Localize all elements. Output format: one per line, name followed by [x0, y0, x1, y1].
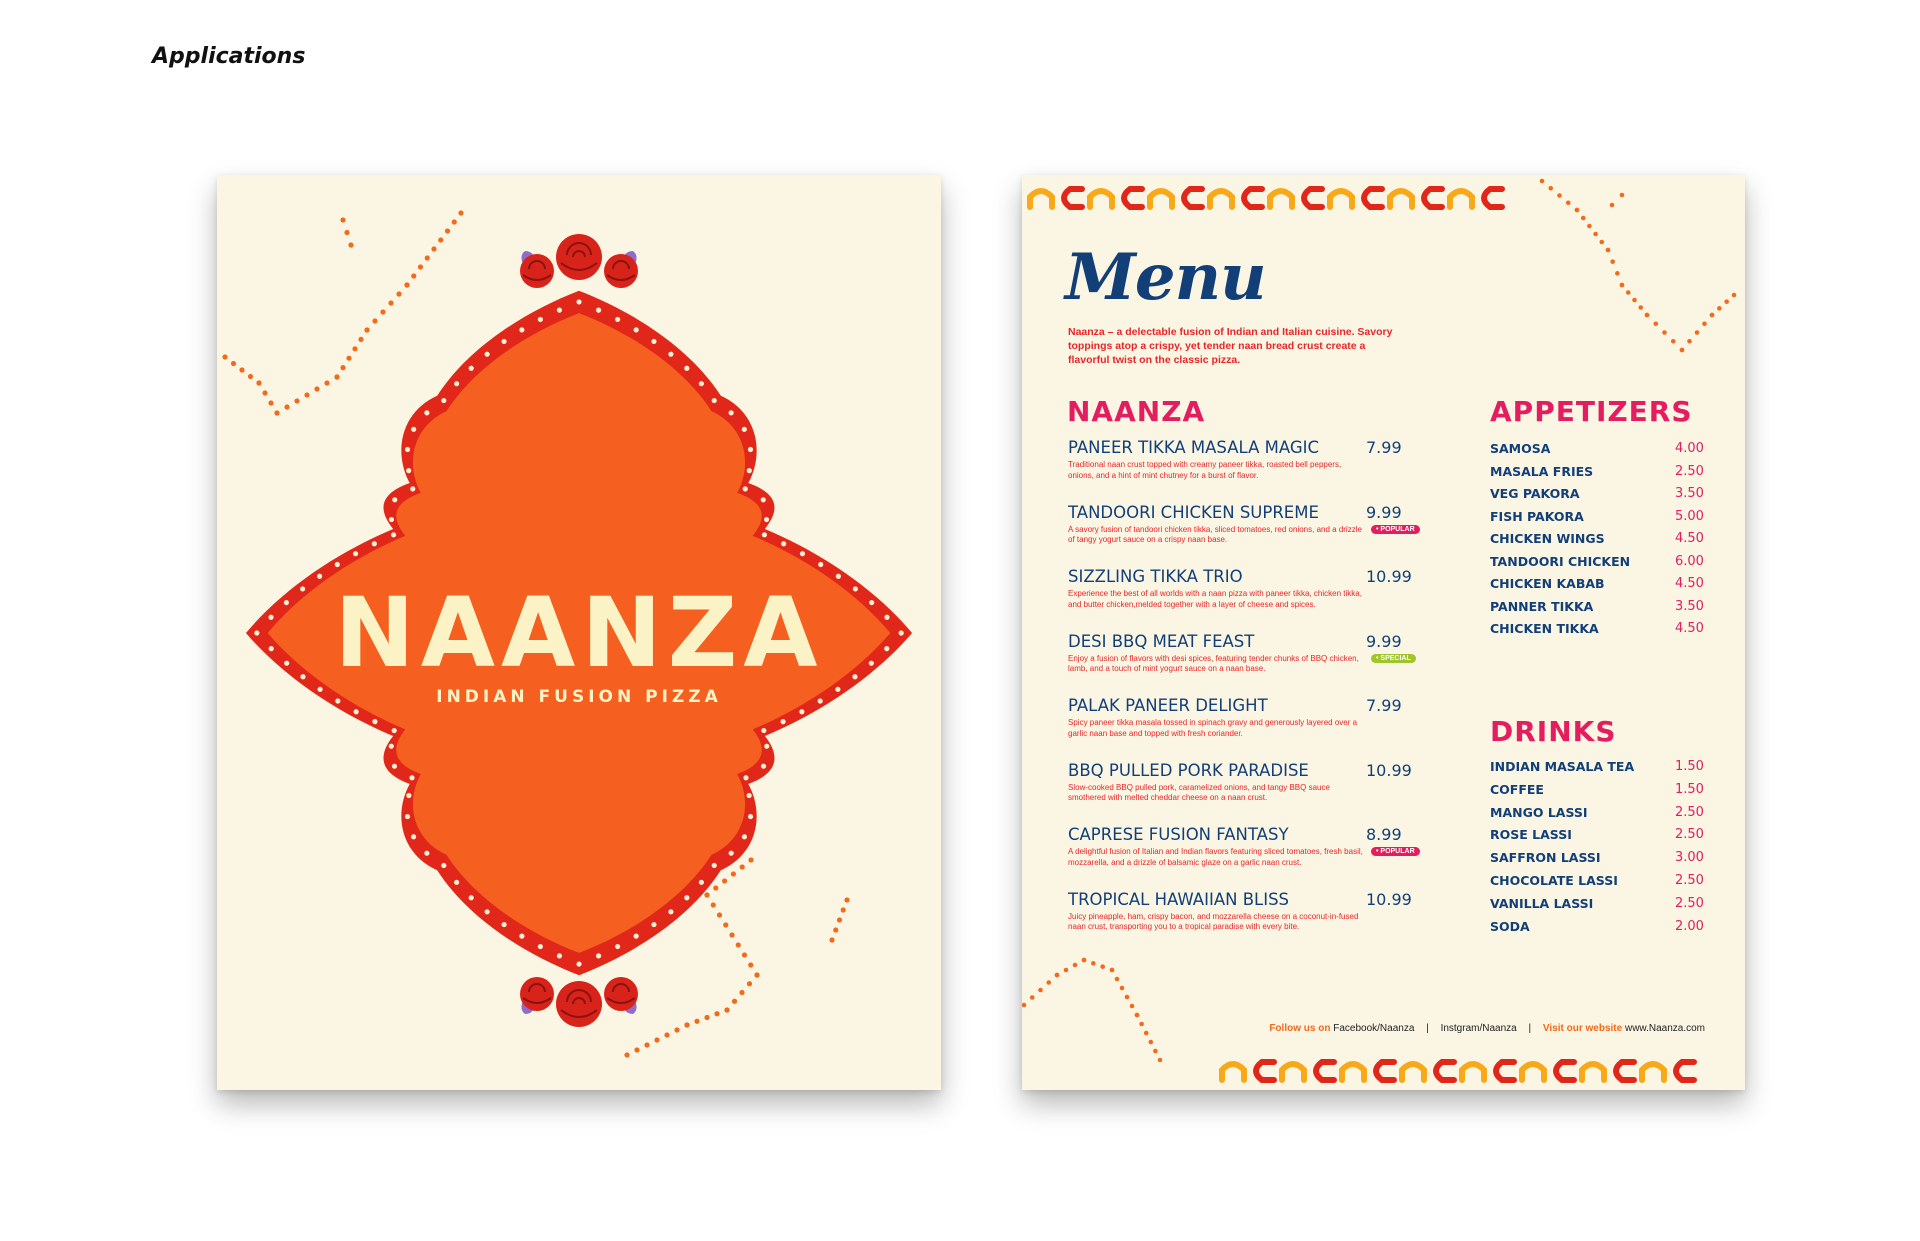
pizza-badge: • SPECIAL: [1371, 654, 1416, 663]
appetizer-item-price: 4.50: [1675, 621, 1704, 636]
appetizer-item-name: CHICKEN TIKKA: [1490, 621, 1599, 636]
appetizer-item-price: 4.50: [1675, 576, 1704, 591]
pizza-price: 10.99: [1366, 889, 1412, 909]
drink-item-price: 1.50: [1675, 781, 1704, 797]
pizza-price: 10.99: [1366, 567, 1412, 586]
appetizer-item: [1490, 441, 1705, 459]
appetizer-item-name: VEG PAKORA: [1490, 486, 1580, 501]
pizza-badge: • POPULAR: [1371, 525, 1420, 534]
brand-tagline: INDIAN FUSION PIZZA: [436, 687, 722, 707]
pizza-price: 7.99: [1366, 696, 1402, 715]
appetizer-item-name: CHICKEN KABAB: [1490, 576, 1605, 591]
pizza-name: SIZZLING TIKKA TRIO: [1068, 567, 1243, 586]
pizza-price: 9.99: [1366, 631, 1402, 651]
drinks-section-title: DRINKS: [1490, 715, 1617, 748]
pizza-menu-item: [1068, 761, 1418, 819]
drink-item-price: 2.50: [1675, 895, 1704, 911]
appetizer-item-name: MASALA FRIES: [1490, 463, 1594, 479]
facebook-link[interactable]: Facebook/Naanza: [1333, 1023, 1415, 1034]
appetizer-item: [1490, 576, 1705, 594]
footer-separator: |: [1528, 1023, 1532, 1034]
pizza-menu-item: [1068, 696, 1418, 754]
drink-item-name: ROSE LASSI: [1490, 827, 1572, 843]
drink-item: [1490, 782, 1705, 800]
drink-item-name: VANILLA LASSI: [1490, 895, 1594, 911]
pizza-description: A savory fusion of tandoori chicken tikka, sliced tomatoes, red onions, and a drizzle of tangy yogurt sauce on a crispy naan base.: [1068, 524, 1362, 544]
appetizer-item-name: SAMOSA: [1490, 441, 1551, 456]
drink-item-name: CHOCOLATE LASSI: [1490, 873, 1618, 888]
menu-cover-panel: [217, 175, 941, 1090]
appetizer-item-price: 6.00: [1675, 553, 1704, 569]
rose-flower-top: [520, 234, 638, 288]
pizza-name: PALAK PANEER DELIGHT: [1068, 696, 1268, 715]
appetizer-item: [1490, 509, 1705, 527]
appetizer-item-price: 5.00: [1675, 508, 1704, 524]
drink-item-name: COFFEE: [1490, 781, 1544, 797]
drink-item-price: 2.50: [1675, 804, 1704, 820]
drink-item: [1490, 827, 1705, 845]
arch-pattern-border-bottom: [1222, 1062, 1694, 1080]
pizza-price: 7.99: [1366, 438, 1402, 457]
drink-item: [1490, 873, 1705, 891]
appetizer-item-price: 3.50: [1675, 598, 1704, 614]
drink-item-price: 2.50: [1675, 827, 1704, 843]
appetizers-section-title: APPETIZERS: [1490, 395, 1693, 428]
drink-item: [1490, 896, 1705, 914]
drink-item-name: MANGO LASSI: [1490, 804, 1588, 820]
instagram-link[interactable]: Instgram/Naanza: [1440, 1023, 1517, 1034]
footer-separator: |: [1426, 1023, 1429, 1034]
pizza-price: 10.99: [1366, 760, 1412, 780]
appetizer-item: [1490, 486, 1705, 504]
menu-title: Menu: [1065, 240, 1266, 315]
drink-item-name: SAFFRON LASSI: [1490, 850, 1601, 866]
drink-item: [1490, 850, 1705, 868]
pizza-menu-item: [1068, 825, 1418, 883]
pizza-description: Enjoy a fusion of flavors with desi spices, featuring tender chunks of BBQ chicken, lamb, and a touch of mint yogurt sauce on a naan base.: [1068, 653, 1359, 673]
appetizer-item-price: 2.50: [1675, 463, 1704, 479]
pizza-badge: • POPULAR: [1371, 847, 1420, 856]
appetizer-item: [1490, 554, 1705, 572]
rose-flower-bottom: [520, 977, 638, 1027]
pizza-menu-item: [1068, 438, 1418, 496]
drink-item-price: 3.00: [1675, 850, 1704, 866]
menu-intro-text: Naanza – a delectable fusion of Indian and Italian cuisine. Savory toppings atop a crispy, yet tender naan bread crust create a flavorful twist on the classic pizza.: [1068, 326, 1393, 366]
drink-item-name: INDIAN MASALA TEA: [1490, 759, 1635, 774]
appetizer-item-price: 3.50: [1675, 486, 1704, 501]
drink-item-name: SODA: [1490, 918, 1530, 934]
pizza-description: Spicy paneer tikka masala tossed in spinach gravy and generously layered over a garlic naan base and topped with fresh coriander.: [1068, 718, 1358, 738]
pizza-menu-item: [1068, 632, 1418, 690]
drink-item-price: 1.50: [1675, 759, 1704, 774]
pizza-price: 9.99: [1366, 502, 1402, 522]
appetizer-item-name: CHICKEN WINGS: [1490, 531, 1605, 546]
page-label: Applications: [152, 44, 306, 69]
appetizer-item-price: 4.50: [1675, 531, 1704, 546]
pizza-name: PANEER TIKKA MASALA MAGIC: [1068, 438, 1320, 457]
appetizer-item: [1490, 531, 1705, 549]
arch-pattern-border-top: [1030, 189, 1502, 207]
drink-item: [1490, 759, 1705, 777]
appetizer-item-name: FISH PAKORA: [1490, 508, 1584, 524]
follow-us-label: Follow us on: [1269, 1023, 1331, 1034]
pizza-description: Experience the best of all worlds with a naan pizza with paneer tikka, chicken tikka, and butter chicken,melded together with a layer of cheese and spices.: [1068, 589, 1362, 609]
pizza-description: Traditional naan crust topped with creamy paneer tikka, roasted bell peppers, onions, and a hint of mint chutney for a burst of flavor.: [1068, 460, 1342, 480]
pizza-price: 8.99: [1366, 825, 1402, 844]
drink-item-price: 2.00: [1675, 918, 1704, 934]
pizza-menu-item: [1068, 503, 1418, 561]
appetizer-item: [1490, 464, 1705, 482]
appetizer-item-name: TANDOORI CHICKEN: [1490, 553, 1631, 569]
website-label: Visit our website: [1542, 1023, 1623, 1034]
pizza-menu-item: [1068, 567, 1418, 625]
pizza-name: TANDOORI CHICKEN SUPREME: [1068, 502, 1319, 522]
website-link[interactable]: www.Naanza.com: [1624, 1023, 1705, 1034]
brand-logo-wordmark: NAANZA: [334, 577, 824, 689]
drink-item: [1490, 805, 1705, 823]
pizza-name: BBQ PULLED PORK PARADISE: [1068, 760, 1309, 780]
appetizer-item: [1490, 621, 1705, 639]
menu-footer: [1269, 1023, 1705, 1034]
drink-item-price: 2.50: [1675, 873, 1704, 888]
appetizer-item: [1490, 599, 1705, 617]
pizza-description: Juicy pineapple, ham, crispy bacon, and mozzarella cheese on a coconut-in-fused naan crust, transporting you to a tropical paradise with every bite.: [1068, 911, 1359, 931]
menu-inside-panel: [1022, 175, 1745, 1090]
pizza-description: A delightful fusion of Italian and Indian flavors featuring sliced tomatoes, fresh basil, mozzarella, and a drizzle of balsamic glaze on a garlic naan crust.: [1068, 847, 1363, 867]
drink-item: [1490, 919, 1705, 937]
naanza-section-title: NAANZA: [1067, 395, 1206, 428]
pizza-menu-item: [1068, 890, 1418, 948]
pizza-name: TROPICAL HAWAIIAN BLISS: [1068, 889, 1290, 909]
pizza-name: DESI BBQ MEAT FEAST: [1068, 631, 1255, 651]
pizza-description: Slow-cooked BBQ pulled pork, caramelized onions, and tangy BBQ sauce smothered with melted cheddar cheese on a naan crust.: [1068, 782, 1330, 802]
appetizer-item-name: PANNER TIKKA: [1490, 598, 1594, 614]
pizza-name: CAPRESE FUSION FANTASY: [1068, 825, 1289, 844]
appetizer-item-price: 4.00: [1675, 441, 1704, 456]
